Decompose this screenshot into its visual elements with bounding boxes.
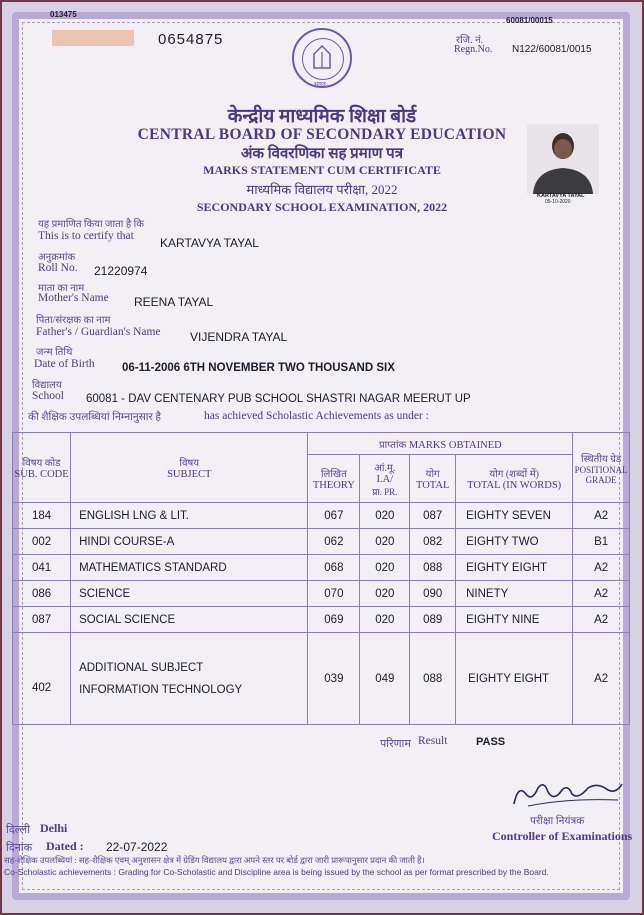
header-words-english: TOTAL (IN WORDS): [467, 480, 562, 491]
header-code-english: SUB. CODE: [14, 469, 69, 480]
subject-code: 041: [13, 555, 71, 581]
cert-title-hindi: अंक विवरणिका सह प्रमाण पत्र: [241, 146, 403, 162]
certify-label-hindi: यह प्रमाणित किया जाता है कि: [38, 219, 144, 230]
result-label-hindi: परिणाम: [380, 738, 411, 750]
ia-marks: 020: [360, 529, 410, 555]
school-label-hindi: विद्यालय: [32, 380, 62, 391]
header-ia-english: I.A/: [376, 473, 394, 485]
subject-code: 086: [13, 581, 71, 607]
issue-date: 22-07-2022: [106, 840, 168, 854]
result-value: PASS: [476, 736, 506, 748]
table-row-additional: [13, 633, 630, 725]
board-title: CENTRAL BOARD OF SECONDARY EDUCATION: [137, 126, 507, 143]
emblem-icon: [294, 30, 350, 86]
ia-marks: 049: [360, 633, 410, 725]
header-total-hindi: योग: [425, 469, 440, 480]
total-marks: 088: [410, 555, 456, 581]
student-name: KARTAVYA TAYAL: [160, 236, 259, 250]
header-words: [456, 455, 573, 503]
ia-marks: 020: [360, 555, 410, 581]
cert-title: MARKS STATEMENT CUM CERTIFICATE: [203, 163, 441, 177]
positional-grade: A2: [573, 555, 630, 581]
header-marks: [308, 433, 573, 455]
table-row: [13, 555, 630, 581]
father-name: VIJENDRA TAYAL: [190, 330, 288, 344]
subject-code: 087: [13, 607, 71, 633]
header-grade: [573, 433, 630, 503]
achieved-label: has achieved Scholastic Achievements as under :: [204, 410, 429, 422]
ia-marks: 020: [360, 581, 410, 607]
place-label-hindi: दिल्ली: [6, 824, 30, 836]
header-theory: [308, 455, 360, 503]
total-in-words: EIGHTY EIGHT: [456, 555, 573, 581]
controller-label: Controller of Examinations: [492, 829, 633, 843]
total-marks: 082: [410, 529, 456, 555]
positional-grade: B1: [573, 529, 630, 555]
header-words-hindi: योग (शब्दों में): [489, 469, 540, 480]
total-marks: 087: [410, 503, 456, 529]
subject-name: SCIENCE: [71, 581, 308, 607]
total-marks: 090: [410, 581, 456, 607]
date-of-birth: 06-11-2006 6TH NOVEMBER TWO THOUSAND SIX: [122, 362, 395, 374]
date-label-hindi: दिनांक: [6, 842, 33, 854]
controller-label-hindi: परीक्षा नियंत्रक: [530, 816, 585, 827]
ia-marks: 020: [360, 607, 410, 633]
additional-subject-label: ADDITIONAL SUBJECT: [79, 661, 204, 674]
board-title-hindi: केन्द्रीय माध्यमिक शिक्षा बोर्ड: [227, 106, 417, 127]
header-subject-english: SUBJECT: [167, 469, 212, 480]
regn-label: Regn.No.: [454, 44, 493, 55]
certify-label: This is to certify that: [38, 230, 134, 242]
header-grade-hindi: स्थितीय ग्रेड: [580, 453, 622, 465]
ia-marks: 020: [360, 503, 410, 529]
subject-name: ENGLISH LNG & LIT.: [71, 503, 308, 529]
subject-name: MATHEMATICS STANDARD: [71, 555, 308, 581]
table-row: [13, 607, 630, 633]
subject-name: SOCIAL SCIENCE: [71, 607, 308, 633]
total-in-words: EIGHTY NINE: [456, 607, 573, 633]
stamp-mark: [52, 30, 134, 46]
table-row: [13, 503, 630, 529]
header-marks-hindi: प्राप्तांक: [378, 439, 407, 451]
student-photo: [527, 124, 599, 194]
achieved-label-hindi: की शैक्षिक उपलब्धियां निम्नानुसार है: [28, 412, 162, 423]
photo-date: 05-10-2020: [545, 199, 571, 205]
school-name: 60081 - DAV CENTENARY PUB SCHOOL SHASTRI NAGAR MEERUT UP: [86, 393, 471, 405]
portrait-icon: [527, 124, 599, 194]
theory-marks: 067: [308, 503, 360, 529]
positional-grade: A2: [573, 607, 630, 633]
table-row: [13, 581, 630, 607]
header-grade-english: POSITIONAL GRADE: [574, 464, 628, 485]
header-code-hindi: विषय कोड: [22, 458, 61, 469]
father-label: Father's / Guardian's Name: [36, 326, 161, 338]
father-label-hindi: पिता/संरक्षक का नाम: [36, 315, 111, 326]
subject-code: 184: [13, 503, 71, 529]
header-subject: [71, 433, 308, 503]
positional-grade: A2: [573, 503, 630, 529]
serial-number: 0654875: [158, 31, 224, 48]
positional-grade: A2: [573, 581, 630, 607]
emblem-caption: भारत: [314, 82, 326, 88]
regn-number: N122/60081/0015: [512, 44, 592, 55]
exam-title: SECONDARY SCHOOL EXAMINATION, 2022: [196, 200, 448, 214]
co-scholastic-note: Co-Scholastic achievements : Grading for Co-Scholastic and Discipline area is being issued by the school as per format prescribed by the Board.: [4, 867, 549, 877]
mother-name: REENA TAYAL: [134, 295, 214, 309]
dob-label-hindi: जन्म तिथि: [36, 347, 73, 358]
cbse-emblem: [292, 28, 352, 88]
header-code: [13, 433, 71, 503]
marks-table: [12, 432, 630, 725]
additional-subject-cell: [71, 633, 308, 725]
total-in-words: EIGHTY EIGHT: [456, 633, 573, 725]
subject-code: 402: [13, 633, 71, 725]
header-ia-hindi: आं.मू.: [374, 462, 396, 474]
school-label: School: [32, 390, 64, 402]
positional-grade: A2: [573, 633, 630, 725]
total-in-words: EIGHTY SEVEN: [456, 503, 573, 529]
mother-label-hindi: माता का नाम: [38, 283, 85, 294]
header-theory-english: THEORY: [312, 480, 355, 491]
regn-label-hindi: रजि. नं.: [456, 35, 484, 46]
date-label: Dated :: [46, 839, 84, 853]
roll-label-hindi: अनुक्रमांक: [38, 252, 76, 263]
theory-marks: 070: [308, 581, 360, 607]
header-marks-english: MARKS OBTAINED: [408, 439, 502, 451]
theory-marks: 068: [308, 555, 360, 581]
theory-marks: 062: [308, 529, 360, 555]
theory-marks: 069: [308, 607, 360, 633]
place-label: Delhi: [40, 821, 68, 835]
roll-label: Roll No.: [38, 262, 78, 274]
top-right-code: 60081/00015: [506, 16, 553, 25]
photo-caption: KARTAVYA TAYAL: [537, 193, 585, 199]
total-marks: 089: [410, 607, 456, 633]
subject-code: 002: [13, 529, 71, 555]
header-theory-hindi: लिखित: [320, 469, 347, 480]
exam-title-hindi: माध्यमिक विद्यालय परीक्षा, 2022: [246, 182, 398, 197]
roll-number: 21220974: [94, 264, 148, 278]
co-scholastic-note-hindi: सह-शैक्षिक उपलब्धियां : सह-शैक्षिक एवम् अनुशासन क्षेत्र में ग्रेडिंग विद्यालय द्वारा अपने स्तर पर बोर्ड द्वारा जारी प्रारूपानुसार प्रदान की जाती है।: [4, 855, 425, 865]
mother-label: Mother's Name: [38, 292, 109, 304]
header-subject-hindi: विषय: [179, 458, 200, 469]
theory-marks: 039: [308, 633, 360, 725]
total-in-words: EIGHTY TWO: [456, 529, 573, 555]
subject-name: HINDI COURSE-A: [71, 529, 308, 555]
header-total: [410, 455, 456, 503]
header-ia-pr: प्रा. PR.: [372, 486, 398, 497]
total-in-words: NINETY: [456, 581, 573, 607]
controller-signature: [508, 776, 628, 810]
top-left-code: 013475: [50, 10, 77, 19]
header-ia: [360, 455, 410, 503]
total-marks: 088: [410, 633, 456, 725]
dob-label: Date of Birth: [34, 358, 95, 370]
result-label: Result: [418, 735, 448, 747]
table-row: [13, 529, 630, 555]
header-total-english: TOTAL: [415, 480, 450, 491]
subject-name: INFORMATION TECHNOLOGY: [79, 683, 243, 696]
